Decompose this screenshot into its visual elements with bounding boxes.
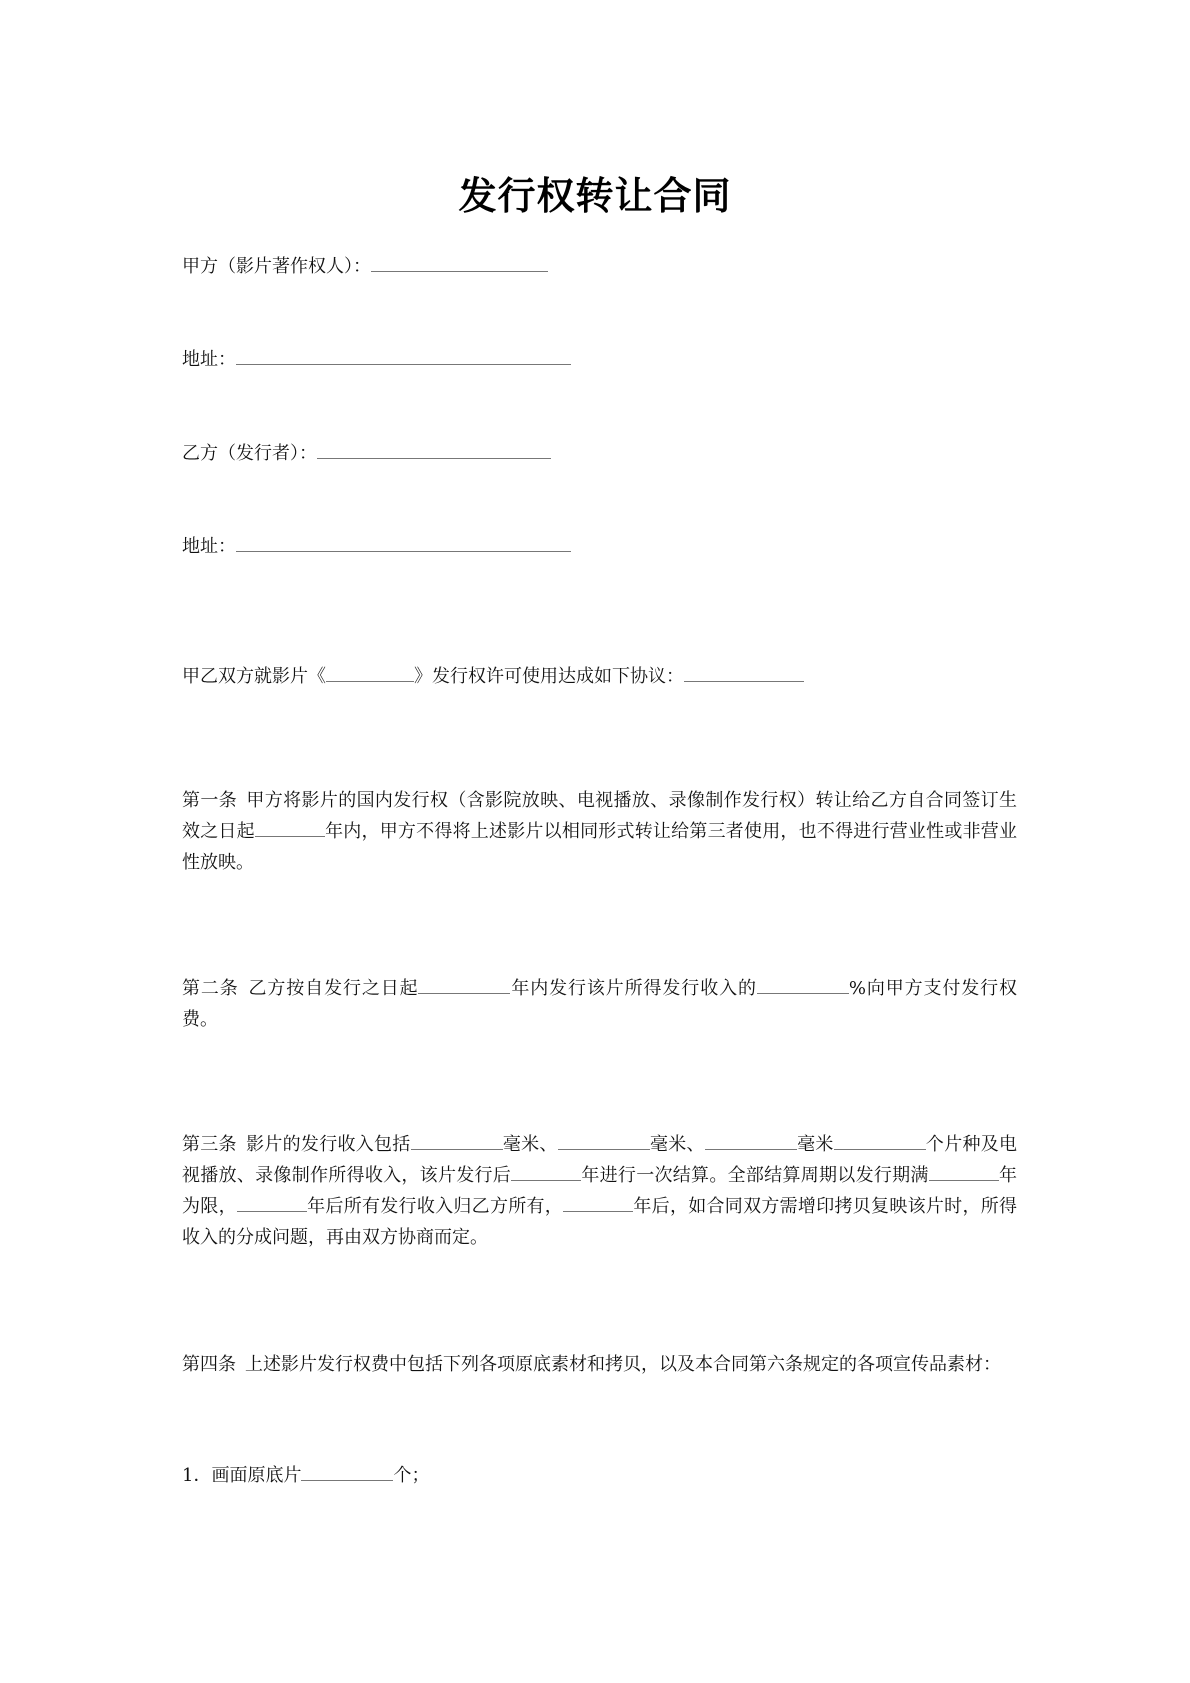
article-1 bbox=[182, 785, 1017, 878]
article-2-text-c: %向甲方支付发行权费。 bbox=[182, 978, 1018, 1030]
article-3-renegotiate-years-field[interactable] bbox=[563, 1193, 633, 1212]
party-a-address-label: 地址： bbox=[182, 349, 236, 370]
article-3-text-f: 年进行一次结算。全部结算周期以发行期满 bbox=[581, 1165, 929, 1186]
page-title: 发行权转让合同 bbox=[458, 174, 732, 218]
article-3-mm3-field[interactable] bbox=[705, 1131, 797, 1150]
article-2 bbox=[182, 973, 1017, 1035]
party-a-address-field[interactable] bbox=[236, 346, 571, 365]
article-3 bbox=[182, 1129, 1017, 1253]
party-b-address-label: 地址： bbox=[182, 536, 236, 557]
article-2-text-b: 年内发行该片所得发行收入的 bbox=[510, 978, 757, 999]
article-2-text-a: 乙方按自发行之日起 bbox=[247, 978, 419, 999]
agreement-middle: 》发行权许可使用达成如下协议： bbox=[414, 666, 684, 687]
article-3-text-b: 毫米、 bbox=[502, 1134, 558, 1155]
item-1-label: 1．画面原底片 bbox=[182, 1465, 302, 1486]
article-2-heading: 第二条 bbox=[182, 978, 239, 999]
party-b-address-row bbox=[182, 531, 571, 562]
article-3-settle-years-field[interactable] bbox=[511, 1162, 581, 1181]
party-b-label: 乙方（发行者）： bbox=[182, 443, 317, 464]
article-3-after-years-field[interactable] bbox=[237, 1193, 307, 1212]
article-3-text-d: 毫米 bbox=[796, 1134, 834, 1155]
party-a-row bbox=[182, 251, 548, 282]
film-name-field[interactable] bbox=[326, 663, 414, 682]
article-3-mm1-field[interactable] bbox=[411, 1131, 503, 1150]
article-1-years-field[interactable] bbox=[255, 818, 325, 837]
article-4-heading: 第四条 bbox=[182, 1354, 236, 1375]
article-4 bbox=[182, 1349, 1017, 1380]
article-3-text-c: 毫米、 bbox=[649, 1134, 705, 1155]
article-3-text-i: 年后，如合同双方需增印拷贝复映该片时，所得收入的分成问题，再由双方协商而定。 bbox=[182, 1196, 1018, 1248]
article-3-text-a: 影片的发行收入包括 bbox=[245, 1134, 411, 1155]
article-3-mm2-field[interactable] bbox=[558, 1131, 650, 1150]
item-1-suffix: 个； bbox=[393, 1465, 430, 1486]
agreement-row bbox=[182, 661, 804, 692]
article-1-text-a: 甲方将影片的国内发行权（含影院放映、电视播放、录像制作发行权）转让给乙方自合同签订生效之日起 bbox=[182, 790, 1018, 842]
article-2-percent-field[interactable] bbox=[757, 975, 849, 994]
article-4-text: 上述影片发行权费中包括下列各项原底素材和拷贝，以及本合同第六条规定的各项宣传品素材： bbox=[245, 1354, 1001, 1375]
party-a-label: 甲方（影片著作权人）： bbox=[182, 256, 371, 277]
party-b-row bbox=[182, 438, 551, 469]
article-2-years-field[interactable] bbox=[418, 975, 510, 994]
article-3-text-h: 年后所有发行收入归乙方所有， bbox=[306, 1196, 564, 1217]
article-1-heading: 第一条 bbox=[182, 790, 238, 811]
article-3-text-g: 年为限， bbox=[182, 1165, 1018, 1217]
party-a-field[interactable] bbox=[371, 253, 548, 272]
article-3-heading: 第三条 bbox=[182, 1134, 237, 1155]
agreement-prefix: 甲乙双方就影片《 bbox=[182, 666, 326, 687]
item-1 bbox=[182, 1460, 429, 1491]
article-3-text-e: 个片种及电视播放、录像制作所得收入，该片发行后 bbox=[182, 1134, 1018, 1186]
article-1-text-b: 年内，甲方不得将上述影片以相同形式转让给第三者使用，也不得进行营业性或非营业性放映。 bbox=[182, 821, 1017, 873]
item-1-count-field[interactable] bbox=[301, 1462, 393, 1481]
party-a-address-row bbox=[182, 344, 571, 375]
article-3-period-years-field[interactable] bbox=[929, 1162, 999, 1181]
party-b-address-field[interactable] bbox=[236, 533, 571, 552]
agreement-suffix-field[interactable] bbox=[684, 663, 804, 682]
article-3-count-field[interactable] bbox=[834, 1131, 926, 1150]
party-b-field[interactable] bbox=[317, 440, 551, 459]
